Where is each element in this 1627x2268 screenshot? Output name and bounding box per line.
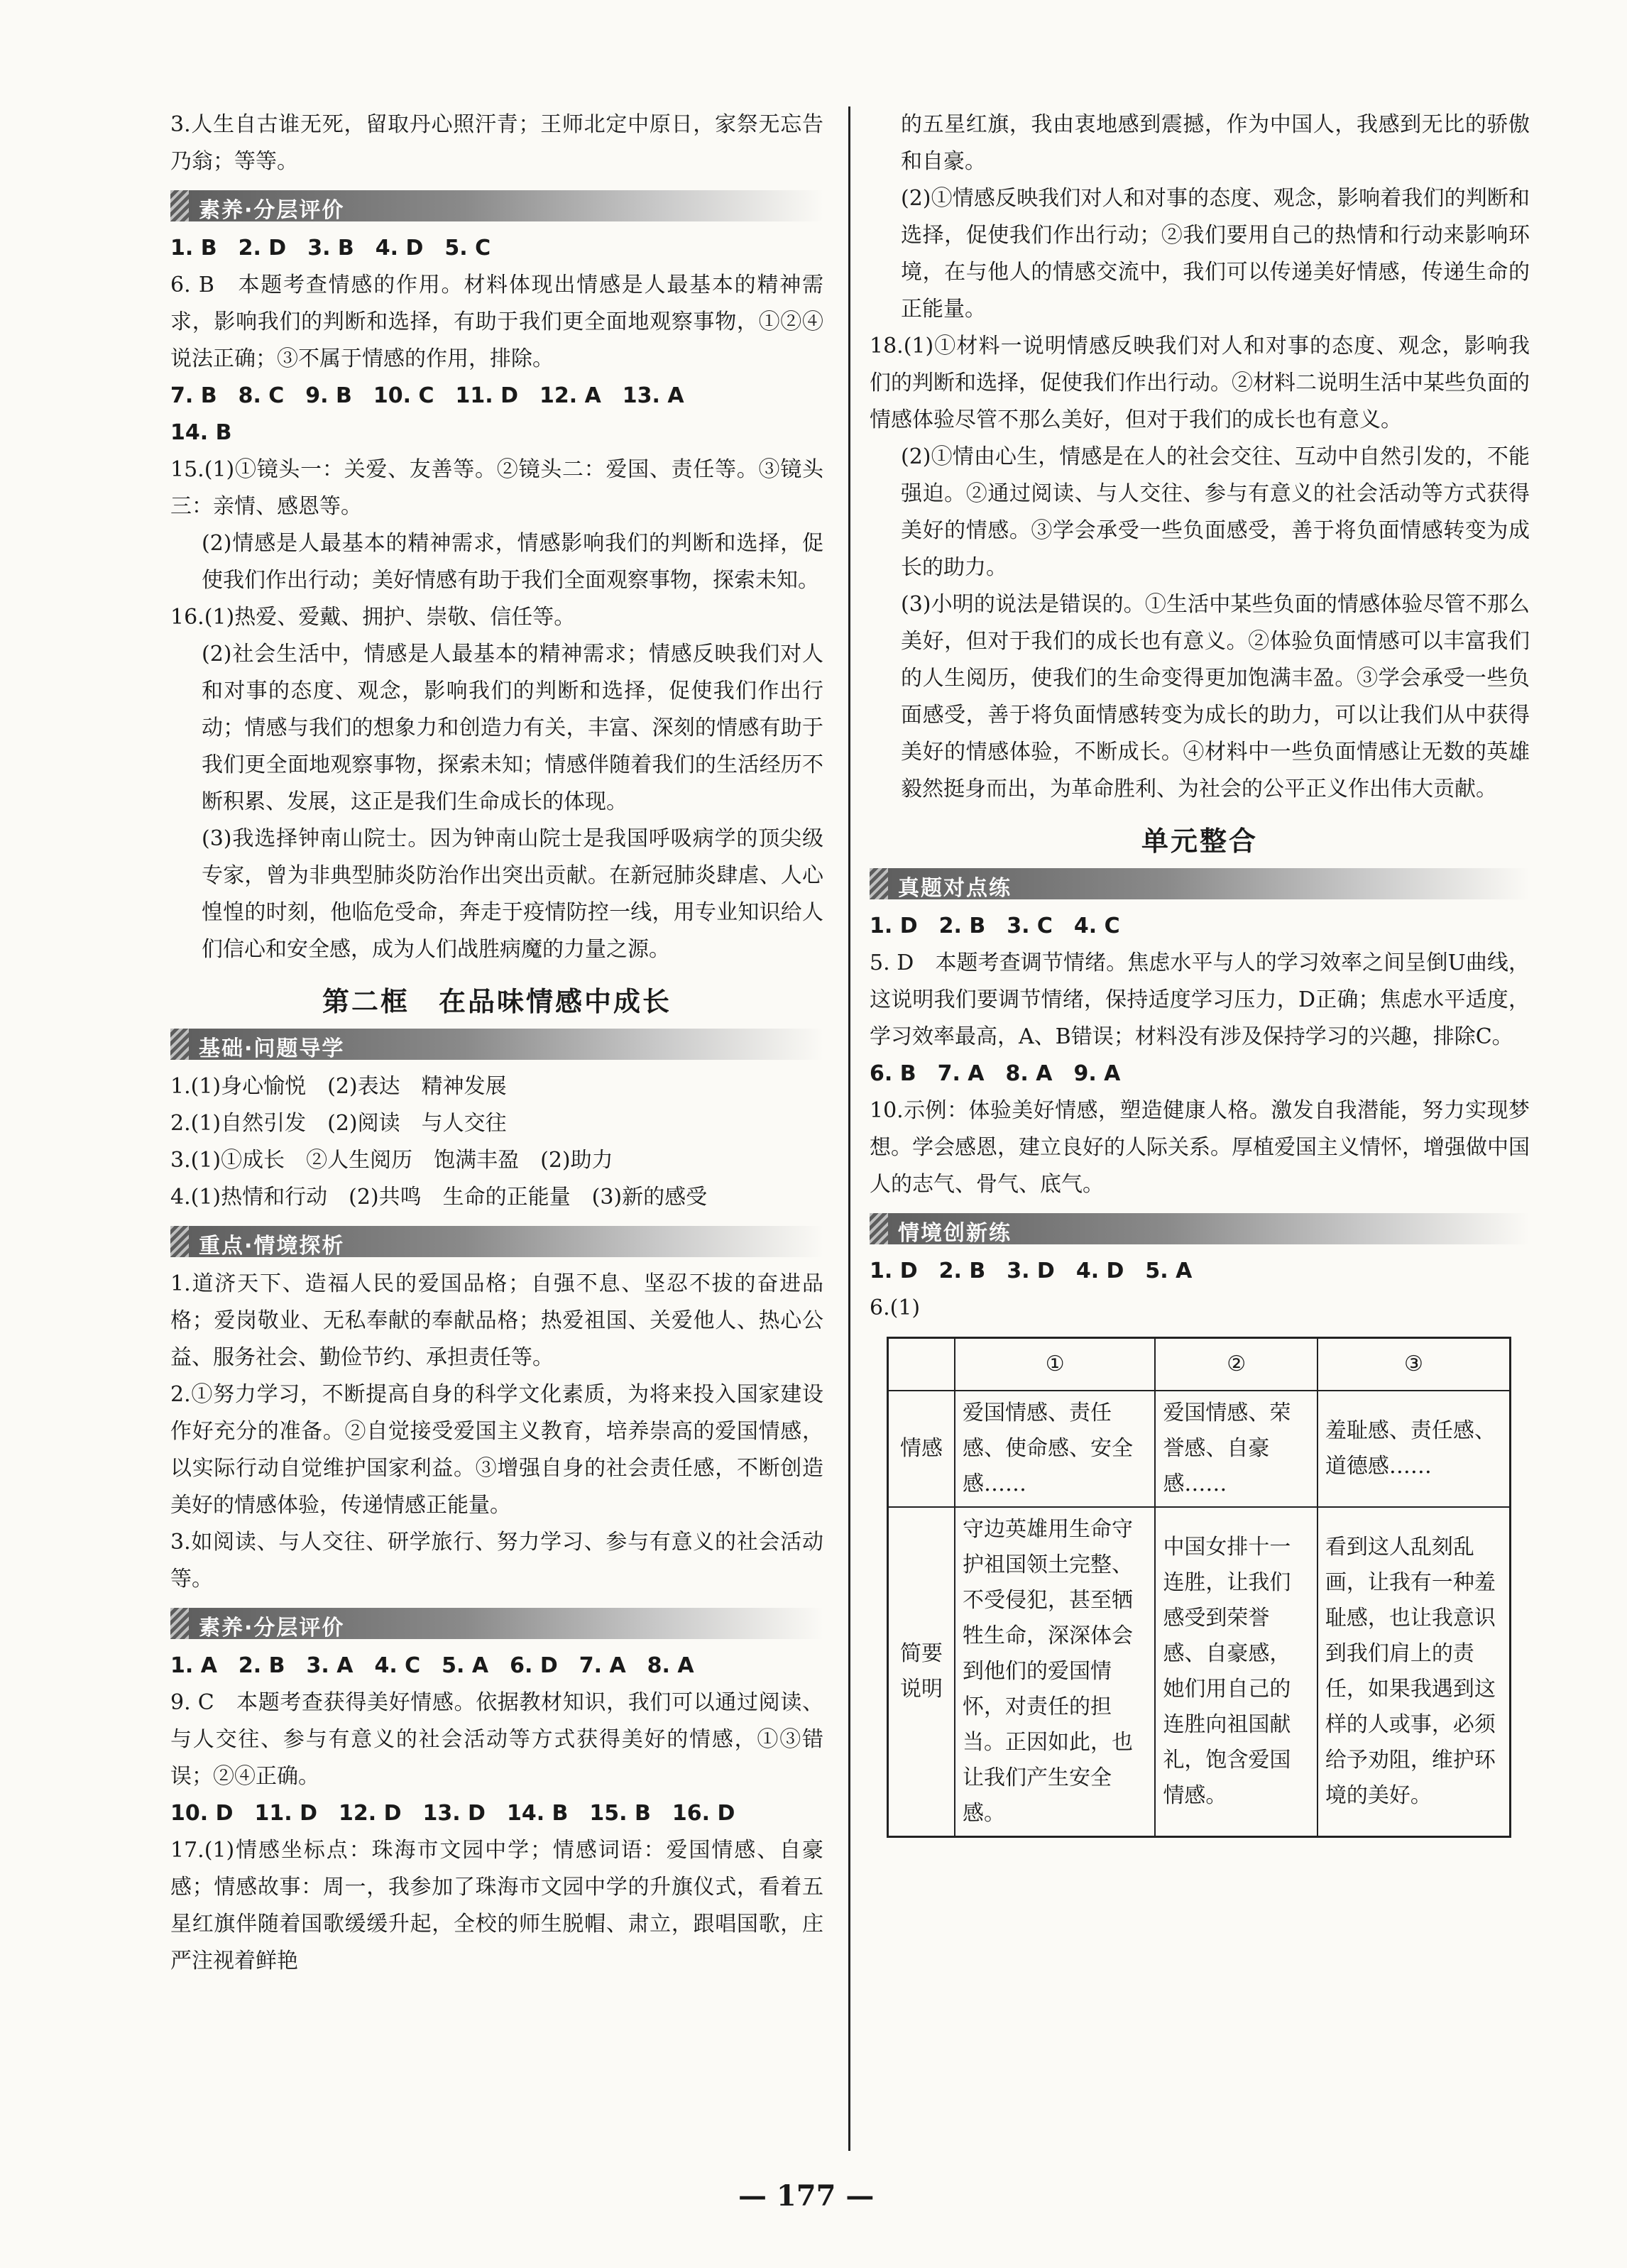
answer-q6-label: 6.(1) [870,1295,921,1320]
answer-line: 1. A 2. B 3. A 4. C 5. A 6. D 7. A 8. A [170,1653,694,1678]
table-cell: 羞耻感、责任感、道德感…… [1318,1391,1511,1507]
answer-q16b: (2)社会生活中，情感是人最基本的精神需求；情感反映我们对人和对事的态度、观念，影响我们的判断和选择，促使我们作出行动；情感与我们的想象力和创造力有关，丰富、深刻的情感有助于我们更全面地观察事物，探索未知；情感伴随着我们的生活经历不断积累、发展，这正是我们生命成长的体现。 [202,642,823,814]
table-cell: 守边英雄用生命守护祖国领土完整、不受侵犯，甚至牺牲生命，深深体会到他们的爱国情怀，对责任的担当。正因如此，也让我们产生安全感。 [955,1507,1155,1837]
table-row [888,1391,1511,1507]
answer-q16c: (3)我选择钟南山院士。因为钟南山院士是我国呼吸病学的顶尖级专家，曾为非典型肺炎防治作出突出贡献。在新冠肺炎肆虐、人心惶惶的时刻，他临危受命，奔走于疫情防控一线，用专业知识给人们信心和安全感，成为人们战胜病魔的力量之源。 [202,826,823,962]
basic-answer: 2.(1)自然引发 (2)阅读 与人交往 [170,1111,507,1136]
answer-q18b: (2)①情由心生，情感是在人的社会交往、互动中自然引发的，不能强迫。②通过阅读、与人交往、参与有意义的社会活动等方式获得美好的情感。③学会承受一些负面感受，善于将负面情感转变为成长的助力。 [901,444,1530,580]
table-header-cell: ② [1155,1338,1317,1391]
table-header-cell: ① [955,1338,1155,1391]
section-band-key-points: 重点·情境探析 [170,1226,823,1257]
table-row-head: 简要说明 [888,1507,955,1837]
table-header-cell [888,1338,955,1391]
unit-title: 单元整合 [1141,826,1258,857]
table-header-cell: ③ [1318,1338,1511,1391]
emotion-table [887,1337,1511,1838]
section-band-basics: 基础·问题导学 [170,1029,823,1060]
answer-q9: 9. C 本题考查获得美好情感。依据教材知识，我们可以通过阅读、与人交往、参与有意义的社会活动等方式获得美好的情感，①③错误；②④正确。 [170,1690,823,1789]
left-column [170,106,823,1980]
section-band-innovation: 情境创新练 [870,1213,1530,1244]
answer-line: 1. D 2. B 3. C 4. C [870,914,1120,938]
answer-q16a: 16.(1)热爱、爱戴、拥护、崇敬、信任等。 [170,605,576,630]
table-row [888,1507,1511,1837]
answer-q17-cont: 的五星红旗，我由衷地感到震撼，作为中国人，我感到无比的骄傲和自豪。 [901,112,1530,174]
section-band-literacy-eval-2: 素养·分层评价 [170,1608,823,1639]
intro-answer: 3.人生自古谁无死，留取丹心照汗青；王师北定中原日，家祭无忘告乃翁；等等。 [170,112,823,174]
table-cell: 看到这人乱刻乱画，让我有一种羞耻感，也让我意识到我们肩上的责任，如果我遇到这样的人或事，必须给予劝阻，维护环境的美好。 [1318,1507,1511,1837]
right-column [870,106,1530,1838]
table-header-row [888,1338,1511,1391]
basic-answer: 1.(1)身心愉悦 (2)表达 精神发展 [170,1074,507,1099]
column-divider [848,106,850,2151]
answer-q17: 17.(1)情感坐标点：珠海市文园中学；情感词语：爱国情感、自豪感；情感故事：周一，我参加了珠海市文园中学的升旗仪式，看着五星红旗伴随着国歌缓缓升起，全校的师生脱帽、肃立，跟唱国歌，庄严注视着鲜艳 [170,1838,823,1973]
answer-line: 10. D 11. D 12. D 13. D 14. B 15. B 16. D [170,1801,735,1826]
answer-line: 14. B [170,420,232,445]
key-answer: 3.如阅读、与人交往、研学旅行、努力学习、参与有意义的社会活动等。 [170,1530,823,1592]
answer-q6: 6. B 本题考查情感的作用。材料体现出情感是人最基本的精神需求，影响我们的判断和选择，有助于我们更全面地观察事物，①②④说法正确；③不属于情感的作用，排除。 [170,273,823,371]
answer-q5: 5. D 本题考查调节情绪。焦虑水平与人的学习效率之间呈倒U曲线，这说明我们要调节情绪，保持适度学习压力，D正确；焦虑水平适度，学习效率最高，A、B错误；材料没有涉及保持学习的兴趣，排除C。 [870,951,1530,1049]
table-cell: 爱国情感、责任感、使命感、安全感…… [955,1391,1155,1507]
answer-q10: 10.示例：体验美好情感，塑造健康人格。激发自我潜能，努力实现梦想。学会感恩，建立良好的人际关系。厚植爱国主义情怀，增强做中国人的志气、骨气、底气。 [870,1098,1530,1197]
answer-line: 1. B 2. D 3. B 4. D 5. C [170,236,491,261]
answer-line: 7. B 8. C 9. B 10. C 11. D 12. A 13. A [170,383,684,408]
table-row-head: 情感 [888,1391,955,1507]
answer-q18c: (3)小明的说法是错误的。①生活中某些负面的情感体验尽管不那么美好，但对于我们的成长也有意义。②体验负面情感可以丰富我们的人生阅历，使我们的生命变得更加饱满丰盈。③学会承受一些负面感受，善于将负面情感转变为成长的助力，可以让我们从中获得美好的情感体验，不断成长。④材料中一些负面情感让无数的英雄毅然挺身而出，为革命胜利、为社会的公平正义作出伟大贡献。 [901,592,1530,801]
basic-answer: 4.(1)热情和行动 (2)共鸣 生命的正能量 (3)新的感受 [170,1185,708,1210]
key-answer: 1.道济天下、造福人民的爱国品格；自强不息、坚忍不拔的奋进品格；爱岗敬业、无私奉献的奉献品格；热爱祖国、关爱他人、热心公益、服务社会、勤俭节约、承担责任等。 [170,1271,823,1370]
table-cell: 爱国情感、荣誉感、自豪感…… [1155,1391,1317,1507]
basic-answer: 3.(1)①成长 ②人生阅历 饱满丰盈 (2)助力 [170,1148,613,1173]
page-number: — 177 — [738,2179,875,2213]
key-answer: 2.①努力学习，不断提高自身的科学文化素质，为将来投入国家建设作好充分的准备。②自觉接受爱国主义教育，培养崇高的爱国情感，以实际行动自觉维护国家利益。③增强自身的社会责任感，不断创造美好的情感体验，传递情感正能量。 [170,1382,823,1518]
answer-line: 1. D 2. B 3. D 4. D 5. A [870,1259,1193,1283]
answer-q17b: (2)①情感反映我们对人和对事的态度、观念，影响着我们的判断和选择，促使我们作出行动；②我们要用自己的热情和行动来影响环境，在与他人的情感交流中，我们可以传递美好情感，传递生命的正能量。 [901,186,1530,322]
section-title: 第二框 在品味情感中成长 [322,986,672,1017]
table-cell: 中国女排十一连胜，让我们感受到荣誉感、自豪感，她们用自己的连胜向祖国献礼，饱含爱国情感。 [1155,1507,1317,1837]
answer-q15b: (2)情感是人最基本的精神需求，情感影响我们的判断和选择，促使我们作出行动；美好情感有助于我们全面观察事物，探索未知。 [202,531,823,593]
section-band-literacy-eval: 素养·分层评价 [170,190,823,221]
answer-q18a: 18.(1)①材料一说明情感反映我们对人和对事的态度、观念，影响我们的判断和选择，促使我们作出行动。②材料二说明生活中某些负面的情感体验尽管不那么美好，但对于我们的成长也有意义。 [870,334,1530,432]
answer-q15a: 15.(1)①镜头一：关爱、友善等。②镜头二：爱国、责任等。③镜头三：亲情、感恩等。 [170,457,823,519]
section-band-real-exam: 真题对点练 [870,868,1530,899]
answer-line: 6. B 7. A 8. A 9. A [870,1061,1121,1086]
